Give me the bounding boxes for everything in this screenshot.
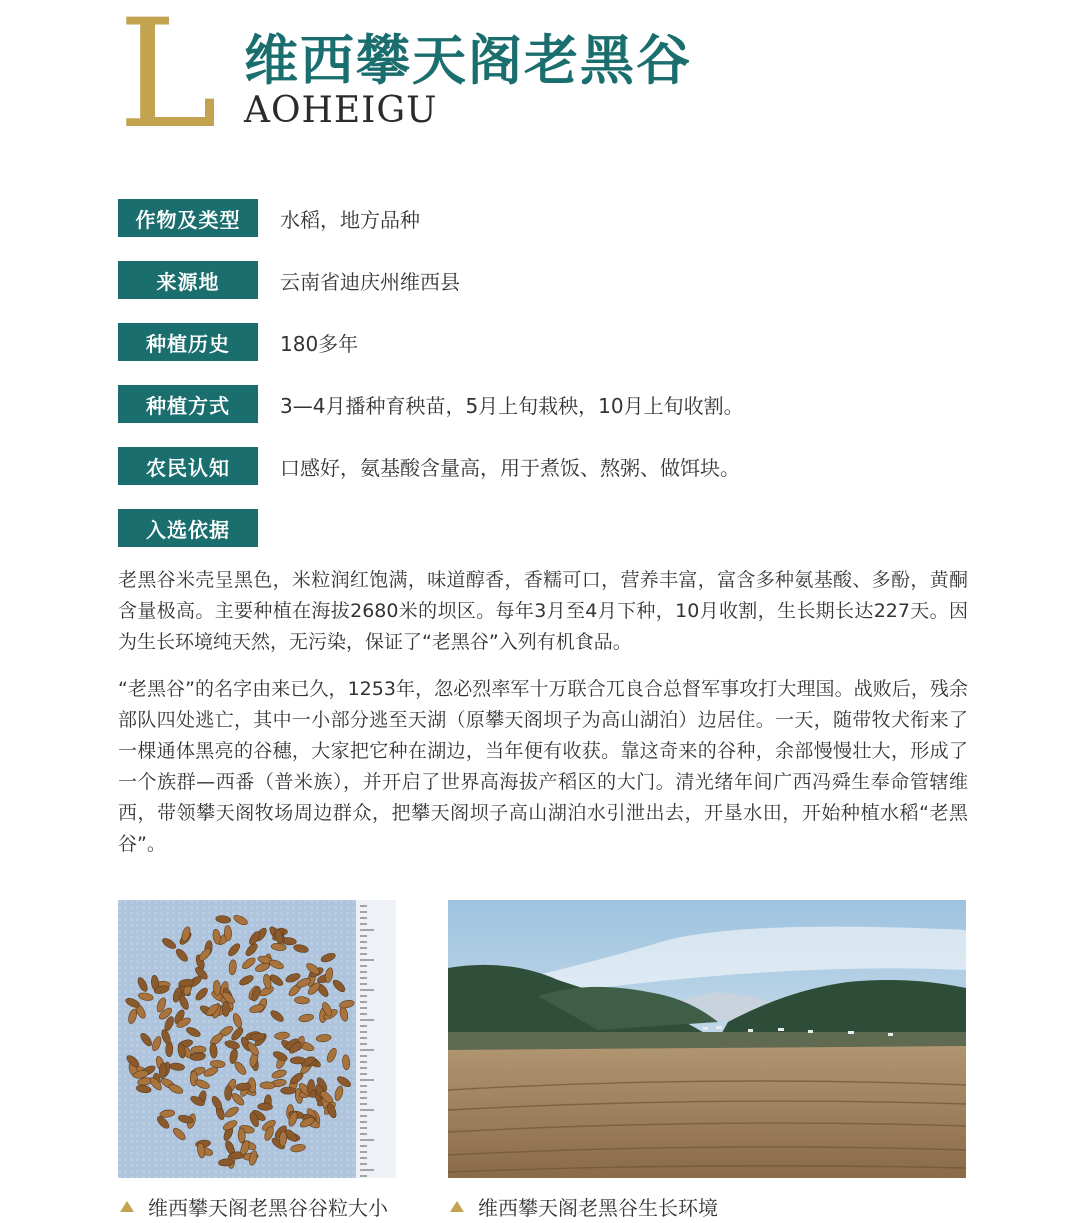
body-paragraph-1: 老黑谷米壳呈黑色，米粒润红饱满，味道醇香，香糯可口，营养丰富，富含多种氨基酸、多酚，黄酮含量极高。主要种植在海拔2680米的坝区。每年3月至4月下种，10月收割，生长期长达227天。因为生长环境纯天然，无污染，保证了“老黑谷”入列有机食品。 bbox=[118, 569, 968, 653]
info-row-selection-basis bbox=[118, 509, 258, 547]
info-row-crop-type bbox=[118, 199, 420, 237]
info-row-farmer-knowledge bbox=[118, 447, 740, 485]
info-row-history bbox=[118, 323, 358, 361]
info-row-origin bbox=[118, 261, 460, 299]
info-label: 种植方式 bbox=[118, 385, 258, 423]
info-label: 农民认知 bbox=[118, 447, 258, 485]
info-label: 入选依据 bbox=[118, 509, 258, 547]
info-label: 来源地 bbox=[118, 261, 258, 299]
body-paragraph-2: “老黑谷”的名字由来已久，1253年，忽必烈率军十万联合兀良合总督军事攻打大理国。战败后，残余部队四处逃亡，其中一小部分逃至天湖（原攀天阁坝子为高山湖泊）边居住。一天，随带牧犬衔来了一棵通体黑亮的谷穗，大家把它种在湖边，当年便有收获。靠这奇来的谷种，余部慢慢壮大，形成了一个族群—西番（普米族），并开启了世界高海拔产稻区的大门。清光绪年间广西冯舜生奉命管辖维西，带领攀天阁牧场周边群众，把攀天阁坝子高山湖泊水引泄出去，开垦水田，开始种植水稻“老黑谷”。 bbox=[118, 678, 968, 855]
caption-right bbox=[450, 1192, 718, 1221]
caption-left bbox=[120, 1192, 388, 1221]
info-label: 种植历史 bbox=[118, 323, 258, 361]
caption-text: 维西攀天阁老黑谷生长环境 bbox=[478, 1196, 718, 1220]
info-value: 口感好，氨基酸含量高，用于煮饭、熬粥、做饵块。 bbox=[280, 455, 740, 480]
info-row-planting-method bbox=[118, 385, 744, 423]
initial-letter: L bbox=[118, 0, 218, 162]
info-label: 作物及类型 bbox=[118, 199, 258, 237]
page-subtitle: AOHEIGU bbox=[244, 90, 438, 131]
growing-environment-photo bbox=[448, 900, 966, 1178]
rice-grains-photo bbox=[118, 900, 396, 1178]
info-value: 云南省迪庆州维西县 bbox=[280, 269, 460, 294]
triangle-icon bbox=[450, 1201, 464, 1212]
page-title: 维西攀天阁老黑谷 bbox=[244, 29, 692, 92]
info-value: 180多年 bbox=[280, 331, 359, 356]
info-value: 水稻，地方品种 bbox=[280, 207, 420, 232]
caption-text: 维西攀天阁老黑谷谷粒大小 bbox=[148, 1196, 388, 1220]
triangle-icon bbox=[120, 1201, 134, 1212]
info-value: 3—4月播种育秧苗，5月上旬栽秧，10月上旬收割。 bbox=[280, 393, 744, 418]
